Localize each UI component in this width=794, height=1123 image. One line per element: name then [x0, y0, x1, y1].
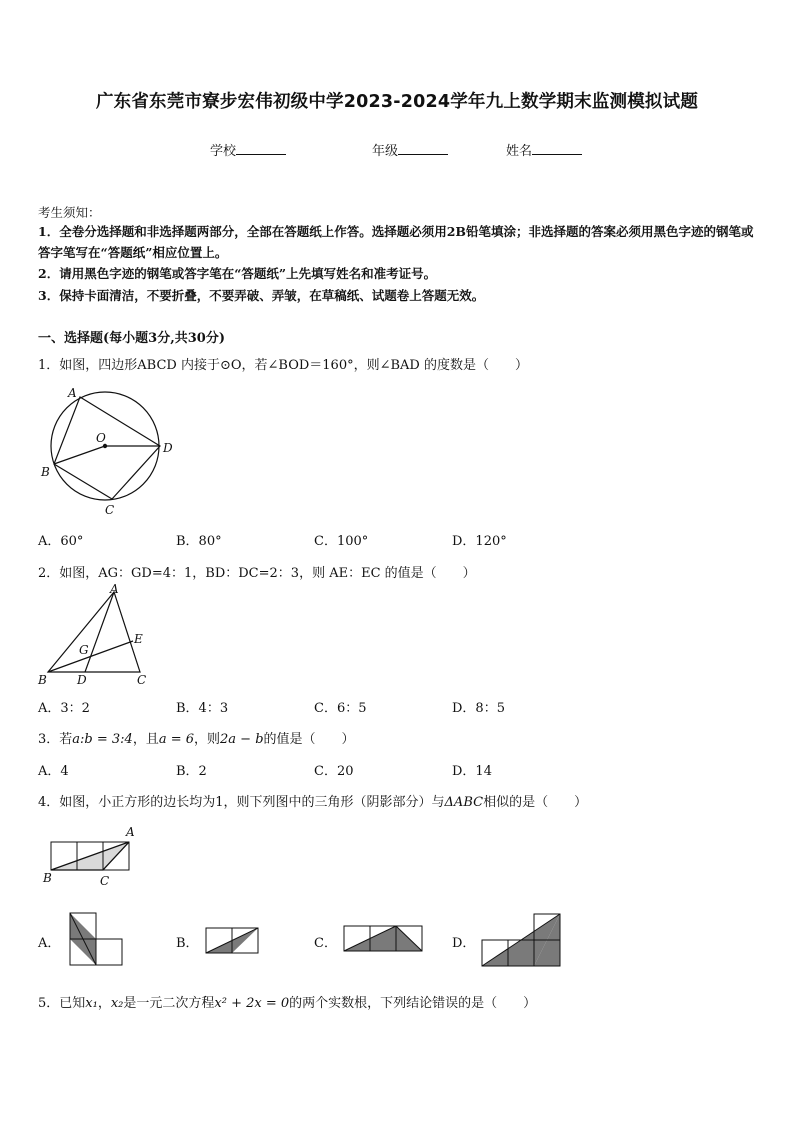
- question-1-figure: [36, 382, 186, 522]
- school-blank: [236, 142, 286, 155]
- question-5-stem: 5．已知x₁，x₂是一元二次方程x² + 2x = 0的两个实数根，下列结论错误的是（ ）: [38, 996, 537, 1011]
- label-a: A: [68, 386, 77, 400]
- label-d: D: [77, 673, 87, 687]
- ratio-expression: a:b = 3:4: [72, 732, 133, 747]
- q4-option-a-figure[interactable]: [68, 911, 126, 967]
- name-blank: [532, 142, 582, 155]
- question-2-figure: [36, 584, 166, 688]
- question-1-stem: 1．如图，四边形ABCD 内接于⊙O，若∠BOD＝160°，则∠BAD 的度数是（ ）: [38, 358, 528, 373]
- label-c: C: [100, 874, 110, 888]
- q1-option-b[interactable]: B．80°: [176, 534, 222, 549]
- label-b: B: [43, 871, 52, 885]
- q2-option-b[interactable]: B．4：3: [176, 701, 229, 716]
- q4-option-a-label[interactable]: A．: [38, 936, 61, 951]
- q4-option-b-label[interactable]: B．: [176, 936, 199, 951]
- grid-cell: [96, 939, 122, 965]
- label-b: B: [41, 465, 50, 479]
- school-field: [210, 140, 286, 159]
- name-field: [506, 140, 582, 159]
- grade-label: 年级: [372, 144, 399, 159]
- label-c: C: [105, 503, 115, 517]
- school-label: 学校: [210, 144, 237, 159]
- label-a: A: [126, 825, 135, 839]
- q3-option-d[interactable]: D．14: [452, 764, 492, 779]
- root-x1: x₁: [85, 996, 98, 1011]
- shaded-triangle: [344, 926, 422, 951]
- q4-option-d-figure[interactable]: [480, 912, 564, 968]
- segment-ad: [85, 592, 114, 672]
- note-item: 1．全卷分选择题和非选择题两部分，全部在答题纸上作答。选择题必须用2B铅笔填涂；非选择题的答案必须用黑色字迹的钢笔或答字笔写在“答题纸”相应位置上。: [38, 224, 754, 260]
- q4-option-b-figure[interactable]: [204, 926, 260, 956]
- q4-option-d-label[interactable]: D．: [452, 936, 476, 951]
- section-heading: 一、选择题(每小题3分,共30分): [38, 331, 225, 346]
- notes-heading: 考生须知：: [38, 205, 101, 220]
- segment-bo: [54, 446, 105, 464]
- q4-option-c-figure[interactable]: [342, 924, 426, 954]
- grade-field: [372, 140, 448, 159]
- q1-option-d[interactable]: D．120°: [452, 534, 507, 549]
- grade-blank: [398, 142, 448, 155]
- equation: x² + 2x = 0: [214, 996, 290, 1011]
- q1-option-c[interactable]: C．100°: [314, 534, 369, 549]
- label-a: A: [110, 584, 119, 596]
- q3-option-b[interactable]: B．2: [176, 764, 207, 779]
- label-c: C: [137, 673, 147, 687]
- name-label: 姓名: [506, 144, 533, 159]
- label-o: O: [96, 431, 106, 445]
- q3-option-c[interactable]: C．20: [314, 764, 354, 779]
- question-4-figure: [38, 822, 142, 890]
- triangle-abc: [48, 592, 140, 672]
- label-b: B: [38, 673, 47, 687]
- question-3-stem: 3．若a:b = 3:4，且a = 6，则2a − b的值是（ ）: [38, 732, 355, 747]
- note-item: 2．请用黑色字迹的钢笔或答字笔在“答题纸”上先填写姓名和准考证号。: [38, 266, 437, 281]
- q3-option-a[interactable]: A．4: [38, 764, 69, 779]
- value-expression: a = 6: [158, 732, 195, 747]
- root-x2: x₂: [110, 996, 124, 1011]
- q2-option-c[interactable]: C．6：5: [314, 701, 367, 716]
- q1-option-a[interactable]: A．60°: [38, 534, 84, 549]
- label-d: D: [163, 441, 173, 455]
- triangle-abc-ref: ΔABC: [444, 795, 484, 810]
- q2-option-d[interactable]: D．8：5: [452, 701, 505, 716]
- target-expression: 2a − b: [220, 732, 264, 747]
- note-item: 3．保持卡面清洁，不要折叠，不要弄破、弄皱，在草稿纸、试题卷上答题无效。: [38, 288, 485, 303]
- page-title: 广东省东莞市寮步宏伟初级中学2023-2024学年九上数学期末监测模拟试题: [95, 92, 699, 112]
- label-e: E: [134, 632, 143, 646]
- q4-option-c-label[interactable]: C．: [314, 936, 337, 951]
- q2-option-a[interactable]: A．3：2: [38, 701, 90, 716]
- label-g: G: [79, 643, 89, 657]
- question-4-stem: 4．如图，小正方形的边长均为1，则下列图中的三角形（阴影部分）与ΔABC相似的是（ ）: [38, 795, 588, 810]
- question-2-stem: 2．如图，AG：GD=4：1，BD：DC=2：3，则 AE：EC 的值是（ ）: [38, 566, 476, 581]
